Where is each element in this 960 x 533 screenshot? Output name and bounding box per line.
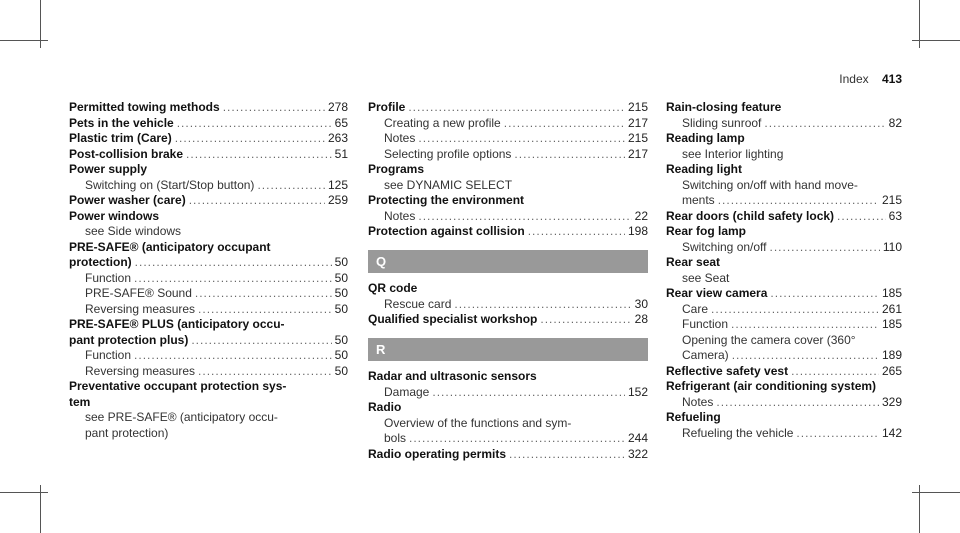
page-ref[interactable]: 215 (881, 193, 902, 207)
dot-leader (540, 312, 631, 328)
index-entry[interactable] (69, 255, 348, 271)
page-ref[interactable]: 198 (627, 224, 648, 238)
entry-label: Rescue card (384, 296, 452, 311)
page-ref[interactable]: 259 (327, 193, 348, 207)
index-entry[interactable] (69, 333, 348, 349)
dot-leader (764, 116, 885, 132)
section-title: Index (839, 72, 869, 86)
entry-label: Radio operating permits (368, 446, 507, 461)
dot-leader (732, 348, 879, 364)
index-subentry[interactable] (69, 271, 348, 287)
entry-label: Reversing measures (85, 363, 196, 378)
page-ref[interactable]: 65 (334, 115, 348, 130)
index-entry[interactable] (69, 147, 348, 163)
entry-label: bols (384, 431, 407, 445)
index-entry-heading: Power windows (69, 208, 160, 223)
page-ref[interactable]: 329 (881, 394, 902, 409)
page-ref[interactable]: 152 (627, 384, 648, 399)
entry-label: ments (682, 193, 715, 207)
entry-label: Notes (682, 394, 714, 409)
index-entry-heading: QR code (368, 281, 418, 295)
page-ref[interactable]: 28 (634, 312, 648, 326)
page-ref[interactable]: 50 (334, 286, 348, 300)
index-subentry[interactable] (368, 116, 648, 132)
dot-leader (718, 193, 879, 209)
crop-mark (0, 492, 48, 493)
index-subentry[interactable] (666, 426, 902, 442)
dot-leader (454, 297, 631, 313)
index-entry[interactable] (368, 224, 648, 240)
page-ref[interactable]: 185 (881, 317, 902, 331)
dot-leader (509, 447, 625, 463)
page-ref[interactable]: 110 (882, 239, 902, 254)
section-letter: Q (368, 250, 648, 274)
page-ref[interactable]: 263 (327, 131, 348, 145)
page-ref[interactable]: 185 (881, 286, 902, 300)
dot-leader (770, 240, 880, 256)
dot-leader (191, 333, 331, 349)
entry-label: Care (682, 301, 709, 316)
dot-leader (186, 147, 332, 163)
index-entry-heading: Protecting the environment (368, 193, 525, 207)
index-entry-heading: Refueling (666, 410, 721, 424)
page-ref[interactable]: 217 (627, 146, 648, 161)
entry-label: Function (85, 270, 132, 285)
dot-leader (711, 302, 879, 318)
index-entry[interactable] (368, 447, 648, 463)
entry-label: Switching on (Start/Stop button) (85, 177, 255, 192)
index-entry-heading: Radio (368, 400, 402, 414)
page-ref[interactable]: 50 (334, 255, 348, 269)
index-subentry[interactable] (69, 364, 348, 380)
dot-leader (418, 131, 625, 147)
entry-label: Rear view camera (666, 286, 768, 300)
index-entry-heading: Power supply (69, 162, 148, 176)
entry-label: Rear doors (child safety lock) (666, 208, 835, 223)
index-subentry[interactable] (666, 240, 902, 256)
dot-leader (134, 271, 332, 287)
entry-label: Profile (368, 100, 406, 114)
page-number: 413 (881, 72, 902, 86)
index-entry-heading: Radar and ultrasonic sensors (368, 369, 537, 383)
entry-label: Selecting profile options (384, 146, 512, 161)
index-entry-heading: Programs (368, 162, 425, 176)
index-column-2 (368, 100, 648, 462)
page-ref[interactable]: 125 (327, 177, 348, 192)
page-ref[interactable]: 189 (881, 348, 902, 362)
entry-label: Power washer (care) (69, 193, 186, 207)
entry-label: Notes (384, 131, 416, 145)
dot-leader (195, 286, 332, 302)
dot-leader (408, 100, 625, 116)
dot-leader (257, 178, 325, 194)
index-entry[interactable] (69, 131, 348, 147)
index-subentry[interactable] (368, 147, 648, 163)
page-ref[interactable]: 63 (888, 208, 902, 223)
dot-leader (189, 193, 325, 209)
index-reference: see PRE-SAFE® (anticipatory occu- (85, 410, 278, 424)
dot-leader (198, 302, 332, 318)
dot-leader (791, 364, 879, 380)
dot-leader (432, 385, 625, 401)
index-entry-heading: PRE-SAFE® PLUS (anticipatory occu- (69, 317, 285, 331)
index-subentry[interactable] (666, 348, 902, 364)
index-entry-heading: Preventative occupant protection sys- (69, 379, 287, 393)
dot-leader (135, 255, 332, 271)
index-entry-heading: Rain-closing feature (666, 100, 782, 114)
index-subentry[interactable] (666, 302, 902, 318)
index-subentry[interactable] (368, 431, 648, 447)
index-subentry[interactable] (368, 297, 648, 313)
entry-label: Creating a new profile (384, 115, 501, 130)
page-ref[interactable]: 265 (881, 363, 902, 378)
page-ref[interactable]: 82 (888, 115, 902, 130)
index-subentry[interactable] (666, 116, 902, 132)
index-entry[interactable] (666, 364, 902, 380)
index-subentry[interactable] (69, 286, 348, 302)
crop-mark (0, 40, 48, 41)
index-reference: Overview of the functions and sym- (384, 415, 572, 430)
index-entry-heading: tem (69, 394, 91, 409)
page-ref[interactable]: 322 (627, 446, 648, 461)
dot-leader (198, 364, 332, 380)
index-subentry[interactable] (368, 385, 648, 401)
entry-label: Switching on/off (682, 239, 767, 254)
index-subentry[interactable] (666, 395, 902, 411)
index-entry-heading: Rear seat (666, 255, 721, 269)
entry-label: Pets in the vehicle (69, 115, 174, 130)
page-ref[interactable]: 50 (334, 270, 348, 285)
crop-mark (912, 492, 960, 493)
dot-leader (504, 116, 625, 132)
crop-mark (912, 40, 960, 41)
page-ref[interactable]: 261 (881, 301, 902, 316)
entry-label: Damage (384, 384, 430, 399)
index-column-1 (69, 100, 348, 441)
entry-label: PRE-SAFE® Sound (85, 286, 192, 300)
index-subentry[interactable] (69, 302, 348, 318)
page-ref[interactable]: 30 (634, 296, 648, 311)
entry-label: Camera) (682, 348, 729, 362)
index-entry-heading: Reading lamp (666, 131, 745, 145)
dot-leader (223, 100, 325, 116)
dot-leader (731, 317, 879, 333)
entry-label: Reflective safety vest (666, 363, 789, 378)
index-entry-heading: Rear fog lamp (666, 224, 747, 238)
dot-leader (418, 209, 631, 225)
page-ref[interactable]: 22 (634, 208, 648, 223)
index-entry[interactable] (69, 193, 348, 209)
page-ref[interactable]: 142 (881, 425, 902, 440)
index-subentry[interactable] (368, 209, 648, 225)
index-subentry[interactable] (666, 317, 902, 333)
entry-label: Plastic trim (Care) (69, 131, 172, 145)
dot-leader (770, 286, 879, 302)
page-ref[interactable]: 50 (334, 348, 348, 362)
entry-label: Function (85, 348, 132, 362)
page-ref[interactable]: 50 (334, 301, 348, 316)
index-subentry[interactable] (69, 348, 348, 364)
entry-label: Refueling the vehicle (682, 425, 794, 440)
index-subentry[interactable] (666, 193, 902, 209)
index-entry-heading: PRE-SAFE® (anticipatory occupant (69, 239, 271, 254)
page-ref[interactable]: 217 (627, 115, 648, 130)
dot-leader (514, 147, 625, 163)
entry-label: Notes (384, 208, 416, 223)
dot-leader (134, 348, 332, 364)
index-entry[interactable] (368, 100, 648, 116)
entry-label: Qualified specialist workshop (368, 312, 538, 326)
index-reference: Opening the camera cover (360° (682, 332, 856, 347)
entry-label: Sliding sunroof (682, 115, 762, 130)
index-entry-heading: Refrigerant (air conditioning system) (666, 379, 877, 393)
dot-leader (837, 209, 886, 225)
dot-leader (177, 116, 332, 132)
page-ref[interactable]: 215 (627, 100, 648, 114)
entry-label: Permitted towing methods (69, 100, 220, 114)
index-entry[interactable] (69, 116, 348, 132)
index-subentry[interactable] (368, 131, 648, 147)
section-letter: R (368, 338, 648, 362)
index-entry[interactable] (69, 100, 348, 116)
entry-label: Function (682, 317, 729, 331)
index-reference: Switching on/off with hand move- (682, 177, 858, 192)
entry-label: pant protection plus) (69, 332, 189, 347)
entry-label: Reversing measures (85, 301, 196, 316)
page-ref[interactable]: 278 (327, 100, 348, 114)
index-reference: see DYNAMIC SELECT (384, 177, 513, 192)
index-reference: see Interior lighting (682, 146, 784, 161)
dot-leader (716, 395, 879, 411)
index-reference: see Side windows (85, 224, 182, 238)
index-entry[interactable] (666, 209, 902, 225)
dot-leader (175, 131, 325, 147)
index-subentry[interactable] (69, 178, 348, 194)
dot-leader (796, 426, 879, 442)
page-ref[interactable]: 51 (334, 146, 348, 161)
index-entry[interactable] (666, 286, 902, 302)
page-ref[interactable]: 50 (334, 332, 348, 347)
dot-leader (409, 431, 625, 447)
page-ref[interactable]: 244 (627, 431, 648, 445)
index-entry[interactable] (368, 312, 648, 328)
entry-label: Protection against collision (368, 224, 525, 238)
page-ref[interactable]: 215 (627, 131, 648, 145)
page-header (839, 72, 902, 86)
entry-label: protection) (69, 255, 132, 269)
entry-label: Post-collision brake (69, 146, 184, 161)
index-reference: see Seat (682, 270, 730, 285)
index-reference: pant protection) (85, 425, 169, 440)
index-column-3 (666, 100, 902, 441)
page-ref[interactable]: 50 (334, 363, 348, 378)
index-entry-heading: Reading light (666, 162, 742, 176)
dot-leader (528, 224, 625, 240)
